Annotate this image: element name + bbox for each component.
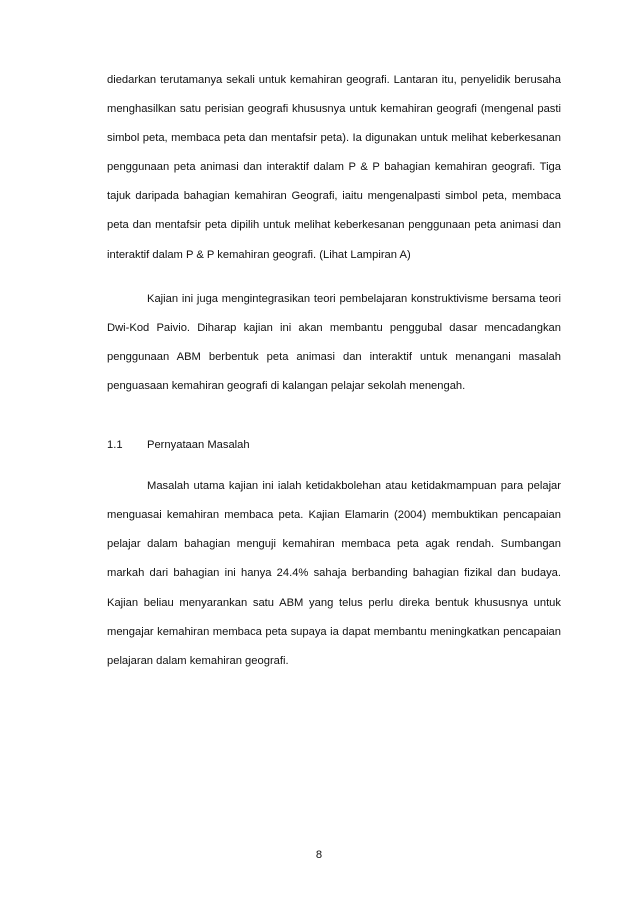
section-heading [107,431,561,460]
section-title: Pernyataan Masalah [147,439,250,452]
page-number: 8 [315,849,323,861]
paragraph-intro: diedarkan terutamanya sekali untuk kemahiran geografi. Lantaran itu, penyelidik berusaha menghasilkan satu perisian geografi khususnya untuk kemahiran geografi (mengenal pasti simbol peta, membaca peta dan mentafsir peta). Ia digunakan untuk melihat keberkesanan penggunaan peta animasi dan interaktif dalam P & P bahagian kemahiran geografi. Tiga tajuk daripada bahagian kemahiran Geografi, iaitu mengenalpasti simbol peta, membaca peta dan mentafsir peta dipilih untuk melihat keberkesanan penggunaan peta animasi dan interaktif dalam P & P kemahiran geografi. (Lihat Lampiran A) [107,74,561,261]
paragraph-problem-statement: Masalah utama kajian ini ialah ketidakbolehan atau ketidakmampuan para pelajar menguasai kemahiran membaca peta. Kajian Elamarin (2004) membuktikan pencapaian pelajar dalam bahagian menguji kemahiran membaca peta agak rendah. Sumbangan markah dari bahagian ini hanya 24.4% sahaja berbanding bahagian fizikal dan budaya. Kajian beliau menyarankan satu ABM yang telus perlu direka bentuk khususnya untuk mengajar kemahiran membaca peta supaya ia dapat membantu meningkatkan pencapaian pelajaran dalam kemahiran geografi. [107,480,561,667]
section-number: 1.1 [107,439,123,452]
paragraph-theory: Kajian ini juga mengintegrasikan teori pembelajaran konstruktivisme bersama teori Dwi-Kod Paivio. Diharap kajian ini akan membantu penggubal dasar mencadangkan penggunaan ABM berbentuk peta animasi dan interaktif untuk menangani masalah penguasaan kemahiran geografi di kalangan pelajar sekolah menengah. [107,292,561,392]
document-page [107,66,561,676]
